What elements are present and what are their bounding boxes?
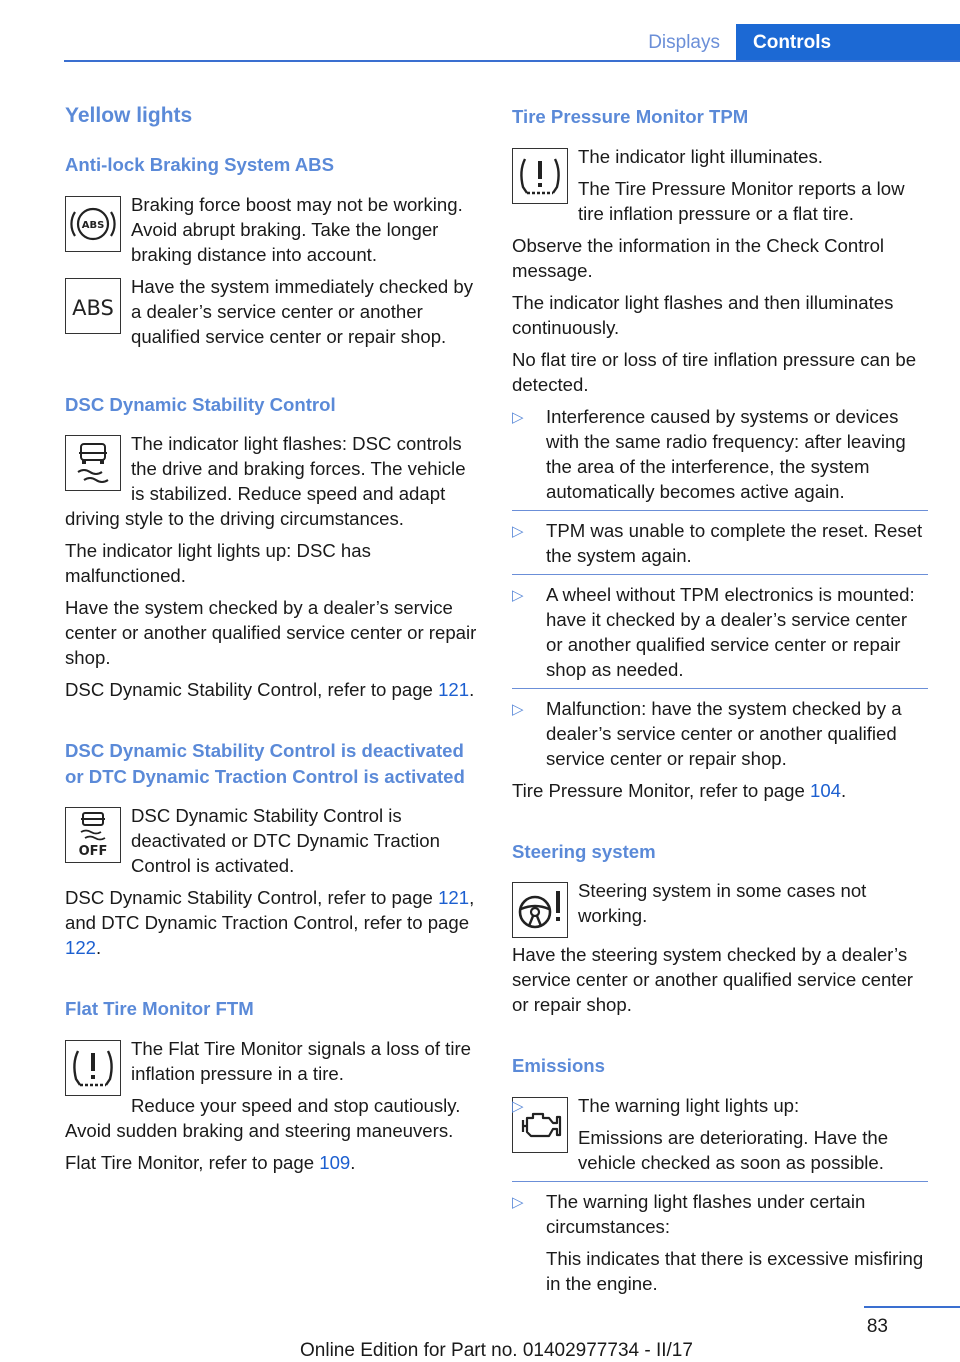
- steering-heading: Steering system: [512, 840, 656, 862]
- page-number: 83: [866, 1316, 888, 1337]
- abs-heading: Anti-lock Braking System ABS: [65, 154, 334, 175]
- emissions-bullet: ▷ The warning light flashes under certain circumstances: This indicates that there is excessive misfiring in the engine.: [512, 1190, 924, 1294]
- emissions-list-1: [512, 1093, 928, 1182]
- dsc-off-reference: DSC Dynamic Stability Control, refer to page 121, and DTC Dynamic Traction Control, refer to page 122.: [65, 887, 475, 958]
- edition-footer: Online Edition for Part no. 01402977734 - II/17: [300, 1340, 693, 1361]
- triangle-bullet-icon: ▷: [512, 522, 524, 540]
- ftm-text-1: The Flat Tire Monitor signals a loss of tire inflation pressure in a tire.: [131, 1037, 471, 1084]
- tpm-bullet-list: [512, 404, 928, 771]
- ftm-heading: Flat Tire Monitor FTM: [65, 998, 254, 1019]
- ftm-page-link[interactable]: 109: [319, 1151, 351, 1173]
- dsc-off-icon-label: OFF: [78, 844, 108, 859]
- abs-text-2: Have the system immediately checked by a dealer’s service center or another qualified service center or repair shop.: [131, 275, 474, 347]
- abs-block: [65, 192, 480, 274]
- abs-block-2: [65, 274, 480, 356]
- ftm-block: [65, 1036, 480, 1150]
- tpm-text-1: The indicator light illuminates.: [578, 145, 823, 167]
- section-title: Yellow lights: [65, 104, 193, 127]
- footer-divider: [864, 1306, 960, 1308]
- tpm-bullet: ▷ A wheel without TPM electronics is mounted: have it checked by a dealer’s service center or another qualified service center or repair shop as needed.: [512, 582, 928, 689]
- triangle-bullet-icon: ▷: [512, 700, 524, 718]
- ftm-reference: Flat Tire Monitor, refer to page 109.: [65, 1151, 356, 1173]
- dsc-block: [65, 431, 480, 538]
- dsc-off-block: [65, 803, 480, 885]
- page-header: [64, 24, 960, 62]
- tpm-bullet: ▷ Interference caused by systems or devices with the same radio frequency: after leaving the area of the interference, the system automatically becomes active again.: [512, 404, 928, 511]
- triangle-bullet-icon: ▷: [512, 1193, 524, 1211]
- dsc-off-page-link-1[interactable]: 121: [438, 887, 470, 908]
- tpm-text-4: The indicator light flashes and then illuminates continuously.: [512, 291, 894, 338]
- triangle-bullet-icon: ▷: [512, 586, 524, 604]
- tire-warning-icon: [65, 1040, 121, 1096]
- triangle-bullet-icon: ▷: [512, 1097, 524, 1115]
- steering-text-1: Steering system in some cases not working.: [578, 880, 867, 926]
- dsc-heading: DSC Dynamic Stability Control: [65, 393, 336, 415]
- steering-wheel-warning-icon: [512, 882, 568, 938]
- tpm-page-link[interactable]: 104: [809, 779, 842, 801]
- tab-controls[interactable]: Controls: [736, 24, 960, 62]
- dsc-text-2: The indicator light lights up: DSC has malfunctioned.: [65, 540, 371, 586]
- tpm-text-3: Observe the information in the Check Control message.: [512, 234, 885, 281]
- abs-icon-label: ABS: [72, 295, 114, 320]
- svg-text:ABS: ABS: [81, 219, 105, 231]
- dsc-off-icon: [65, 807, 121, 863]
- dsc-off-text-1: DSC Dynamic Stability Control is deactivated or DTC Dynamic Traction Control is activated.: [131, 805, 440, 876]
- dsc-off-page-link-2[interactable]: 122: [65, 937, 97, 958]
- emissions-heading: Emissions: [512, 1055, 606, 1076]
- header-divider: [64, 60, 960, 62]
- dsc-reference: DSC Dynamic Stability Control, refer to page 121.: [65, 679, 475, 700]
- abs-text-icon: [65, 278, 121, 334]
- tpm-block: [512, 144, 928, 233]
- tpm-text-5: No flat tire or loss of tire inflation pressure can be detected.: [512, 348, 917, 395]
- triangle-bullet-icon: ▷: [512, 408, 524, 426]
- dsc-page-link[interactable]: 121: [438, 679, 470, 700]
- tire-pressure-warning-icon: [512, 148, 568, 204]
- steering-block: [512, 878, 928, 942]
- abs-circle-icon: [65, 196, 121, 252]
- right-column: [512, 100, 928, 1303]
- emissions-bullet: ▷ The warning light lights up: Emissions are deteriorating. Have the vehicle checked as soon as possible.: [512, 1093, 928, 1182]
- tpm-bullet: ▷ TPM was unable to complete the reset. Reset the system again.: [512, 518, 928, 575]
- left-column: [65, 100, 480, 1182]
- tpm-heading: Tire Pressure Monitor TPM: [512, 106, 749, 127]
- tpm-text-2: The Tire Pressure Monitor reports a low tire inflation pressure or a flat tire.: [578, 177, 905, 224]
- tab-displays[interactable]: Displays: [648, 32, 720, 53]
- dsc-text-1: The indicator light flashes: DSC controls the drive and braking forces. The vehicle is stabilized. Reduce speed and adapt driving style to the driving circumstances.: [65, 433, 466, 529]
- tpm-bullet: ▷ Malfunction: have the system checked by a dealer’s service center or another qualified service center or repair shop.: [512, 697, 902, 769]
- emissions-list-2: [512, 1189, 928, 1296]
- steering-text-2: Have the steering system checked by a dealer’s service center or another qualified service center or repair shop.: [512, 944, 914, 1015]
- tpm-reference: Tire Pressure Monitor, refer to page 104.: [512, 779, 847, 801]
- emissions-block: [512, 1093, 928, 1189]
- dsc-text-3: Have the system checked by a dealer’s service center or another qualified service center or repair shop.: [65, 597, 477, 668]
- abs-text-1: Braking force boost may not be working. Avoid abrupt braking. Take the longer braking distance into account.: [131, 193, 463, 265]
- dsc-car-skid-icon: [65, 435, 121, 491]
- ftm-text-2: Reduce your speed and stop cautiously. Avoid sudden braking and steering maneuvers.: [65, 1094, 461, 1141]
- dsc-off-heading: DSC Dynamic Stability Control is deactivated or DTC Dynamic Traction Control is activated: [65, 740, 465, 787]
